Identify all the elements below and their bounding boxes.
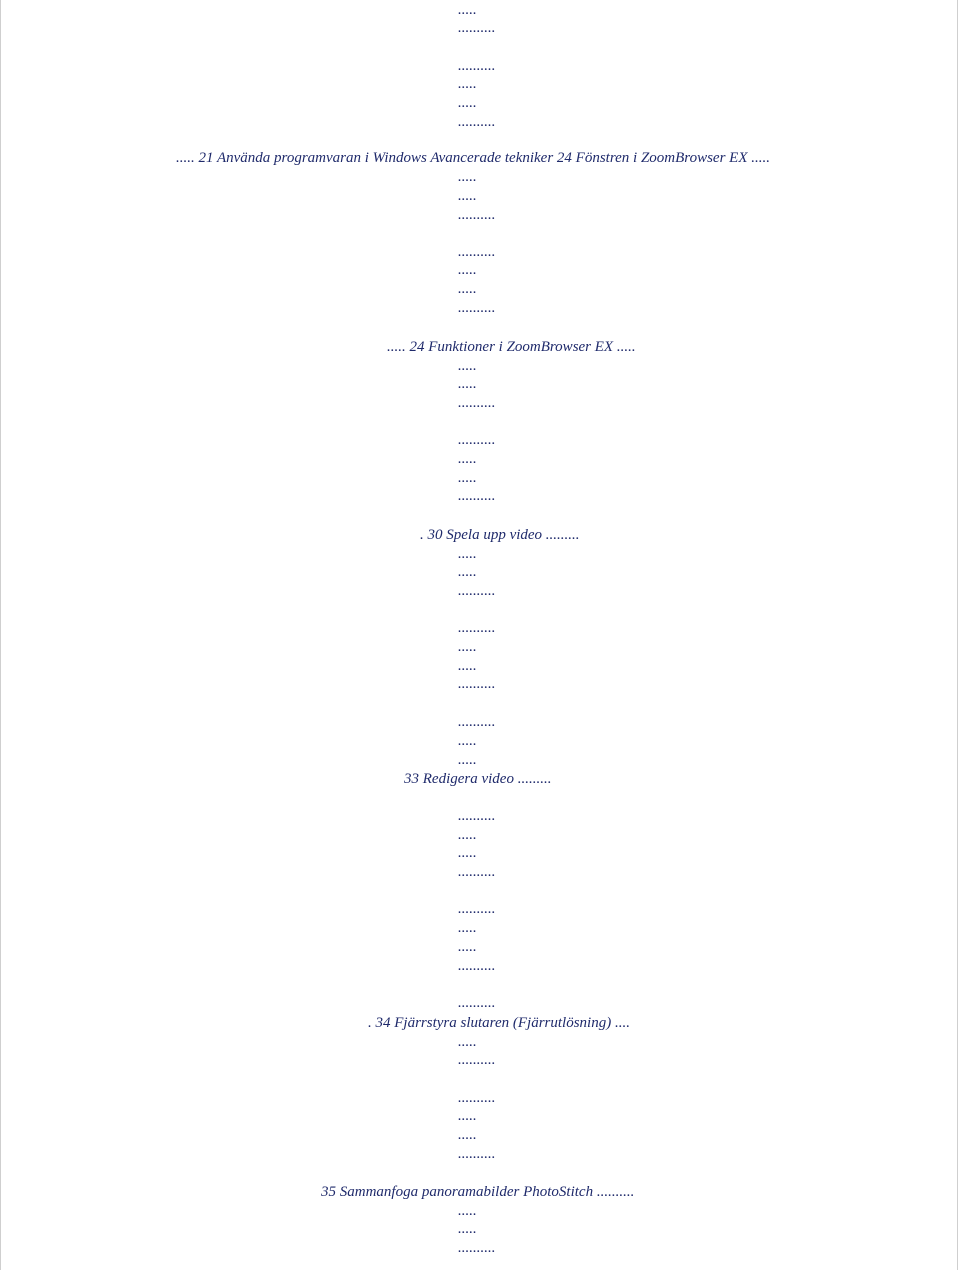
dot-leader: .......... (458, 1146, 496, 1162)
dot-leader: ..... (458, 752, 477, 768)
dot-leader: .......... (458, 958, 496, 974)
toc-entry: ..... 24 Funktioner i ZoomBrowser EX ..... (387, 339, 636, 355)
dot-leader: ..... (458, 564, 477, 580)
dot-leader: ..... (458, 451, 477, 467)
dot-leader: ..... (458, 733, 477, 749)
toc-entry: . 30 Spela upp video ......... (420, 527, 580, 543)
dot-leader: ..... (458, 1221, 477, 1237)
dot-leader: ..... (458, 169, 477, 185)
dot-leader: .......... (458, 20, 496, 36)
dot-leader: ..... (458, 1108, 477, 1124)
left-border (0, 0, 1, 1270)
dot-leader: ..... (458, 281, 477, 297)
dot-leader: .......... (458, 714, 496, 730)
dot-leader: .......... (458, 244, 496, 260)
dot-leader: .......... (458, 488, 496, 504)
dot-leader: ..... (458, 2, 477, 18)
dot-leader: ..... (458, 95, 477, 111)
dot-leader: ..... (458, 470, 477, 486)
dot-leader: .......... (458, 58, 496, 74)
dot-leader: ..... (458, 827, 477, 843)
dot-leader: ..... (458, 76, 477, 92)
dot-leader: ..... (458, 1203, 477, 1219)
dot-leader: .......... (458, 114, 496, 130)
dot-leader: ..... (458, 188, 477, 204)
dot-leader: .......... (458, 1090, 496, 1106)
dot-leader: ..... (458, 1127, 477, 1143)
toc-entry: ..... 21 Använda programvaran i Windows Avancerade tekniker 24 Fönstren i ZoomBrowser EX ..... (176, 150, 770, 166)
dot-leader: .......... (458, 432, 496, 448)
dot-leader: ..... (458, 546, 477, 562)
dot-leader: ..... (458, 376, 477, 392)
dot-leader: .......... (458, 395, 496, 411)
dot-leader: .......... (458, 207, 496, 223)
dot-leader: ..... (458, 658, 477, 674)
dot-leader: ..... (458, 939, 477, 955)
right-border (957, 0, 958, 1270)
dot-leader: .......... (458, 995, 496, 1011)
dot-leader: ..... (458, 845, 477, 861)
dot-leader: .......... (458, 583, 496, 599)
toc-entry: 33 Redigera video ......... (404, 771, 552, 787)
dot-leader: .......... (458, 808, 496, 824)
dot-leader: ..... (458, 1034, 477, 1050)
dot-leader: .......... (458, 901, 496, 917)
dot-leader: .......... (458, 676, 496, 692)
dot-leader: .......... (458, 1240, 496, 1256)
dot-leader: ..... (458, 920, 477, 936)
toc-entry: 35 Sammanfoga panoramabilder PhotoStitch .......... (321, 1184, 635, 1200)
dot-leader: .......... (458, 620, 496, 636)
dot-leader: ..... (458, 358, 477, 374)
toc-entry: . 34 Fjärrstyra slutaren (Fjärrutlösning) .... (368, 1015, 630, 1031)
dot-leader: ..... (458, 639, 477, 655)
dot-leader: .......... (458, 864, 496, 880)
dot-leader: ..... (458, 262, 477, 278)
dot-leader: .......... (458, 1052, 496, 1068)
dot-leader: .......... (458, 300, 496, 316)
